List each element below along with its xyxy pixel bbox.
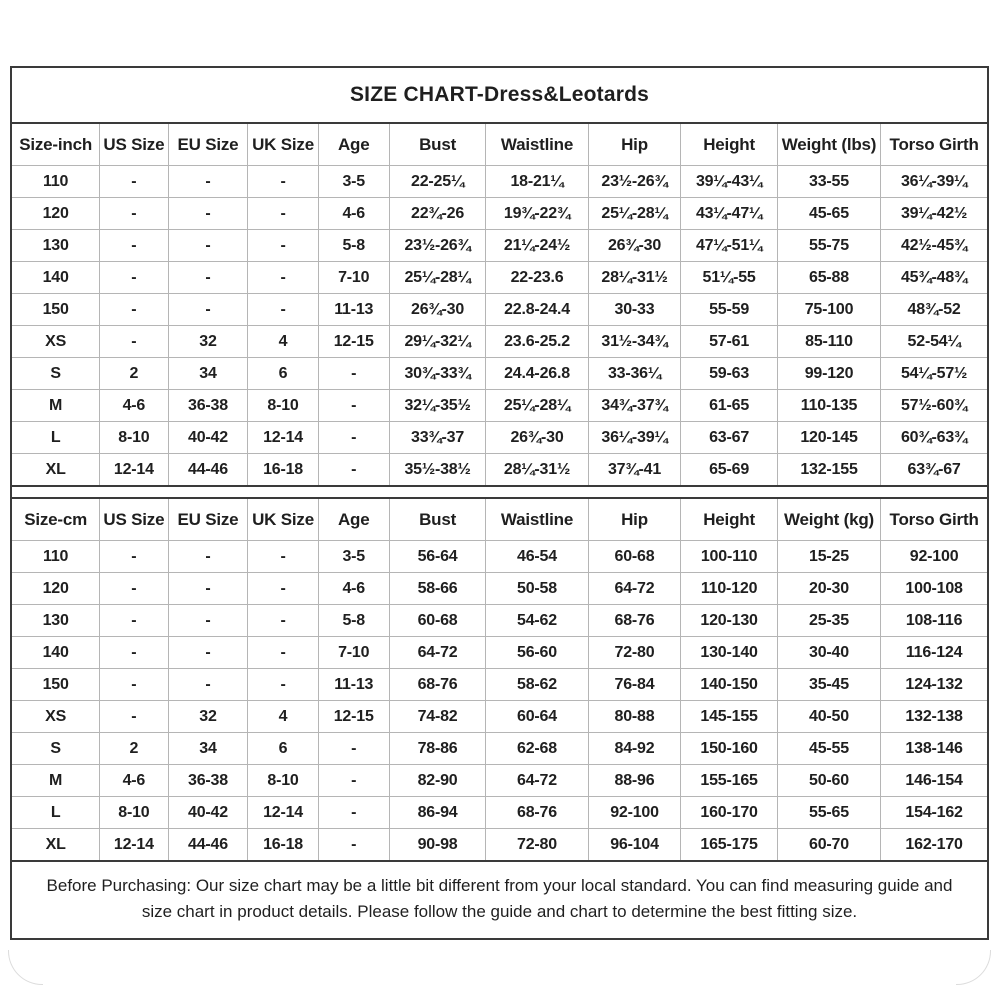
cell: 36-38 [168,765,248,797]
cell: - [248,669,318,701]
cell: 36¼-39¼ [588,422,681,454]
cell: S [12,733,100,765]
table-row [12,541,987,573]
cell: 165-175 [681,829,778,861]
table-row [12,358,987,390]
cell: 74-82 [389,701,486,733]
cell: - [100,541,168,573]
cell: 4-6 [100,390,168,422]
cell: 29¼-32¼ [389,326,486,358]
cell: 45¾-48¾ [881,262,987,294]
cell: - [248,166,318,198]
cell: 20-30 [777,573,880,605]
header-row [12,499,987,541]
cell: 32 [168,701,248,733]
cell: 62-68 [486,733,588,765]
cell: 24.4-26.8 [486,358,588,390]
cell: 50-60 [777,765,880,797]
table-row [12,166,987,198]
cell: 11-13 [318,294,389,326]
cell: 61-65 [681,390,778,422]
cell: 32¼-35½ [389,390,486,422]
table-row [12,390,987,422]
cell: 6 [248,733,318,765]
cell: 22.8-24.4 [486,294,588,326]
cell: - [318,358,389,390]
cell: - [100,230,168,262]
cell: 120 [12,198,100,230]
cell: 160-170 [681,797,778,829]
cell: 39¼-42½ [881,198,987,230]
table-row [12,294,987,326]
cell: 92-100 [588,797,681,829]
cell: - [168,637,248,669]
cell: 132-155 [777,454,880,486]
cell: 46-54 [486,541,588,573]
cell: 55-59 [681,294,778,326]
cell: 52-54¼ [881,326,987,358]
column-header: Torso Girth [881,124,987,166]
header-row [12,124,987,166]
table-row [12,262,987,294]
cell: 51¼-55 [681,262,778,294]
column-header: Weight (kg) [777,499,880,541]
column-header: Size-inch [12,124,100,166]
cell: 26¾-30 [588,230,681,262]
cell: - [248,573,318,605]
cell: - [168,198,248,230]
cell: - [168,230,248,262]
cell: 28¼-31½ [588,262,681,294]
table-row [12,669,987,701]
cell: 23.6-25.2 [486,326,588,358]
cell: 40-42 [168,422,248,454]
cell: 54¼-57½ [881,358,987,390]
card-corner-decoration [956,950,991,985]
cell: 4-6 [100,765,168,797]
cell: 40-42 [168,797,248,829]
table-row [12,733,987,765]
cell: 84-92 [588,733,681,765]
cell: 25¼-28¼ [588,198,681,230]
cell: 25-35 [777,605,880,637]
column-header: Waistline [486,499,588,541]
cell: 63-67 [681,422,778,454]
cell: - [100,198,168,230]
cell: - [248,230,318,262]
cell: 56-64 [389,541,486,573]
cell: 154-162 [881,797,987,829]
cell: 25¼-28¼ [389,262,486,294]
cell: 37¾-41 [588,454,681,486]
cell: M [12,765,100,797]
cell: 88-96 [588,765,681,797]
cell: 3-5 [318,541,389,573]
cell: 150-160 [681,733,778,765]
cell: 140 [12,637,100,669]
cell: 80-88 [588,701,681,733]
cell: 2 [100,358,168,390]
cell: 48¾-52 [881,294,987,326]
cell: 60¾-63¾ [881,422,987,454]
table-row [12,637,987,669]
cell: 23½-26¾ [588,166,681,198]
cell: 108-116 [881,605,987,637]
cell: 150 [12,669,100,701]
cell: 64-72 [486,765,588,797]
cell: 150 [12,294,100,326]
cell: - [318,390,389,422]
cell: 99-120 [777,358,880,390]
cell: 60-70 [777,829,880,861]
cell: 116-124 [881,637,987,669]
cell: - [100,573,168,605]
cell: 64-72 [389,637,486,669]
cell: 75-100 [777,294,880,326]
cell: - [168,166,248,198]
column-header: Hip [588,124,681,166]
cell: 110-120 [681,573,778,605]
column-header: Waistline [486,124,588,166]
table-divider [12,485,987,499]
cell: 8-10 [248,765,318,797]
cell: 45-55 [777,733,880,765]
cell: 54-62 [486,605,588,637]
cell: - [248,541,318,573]
cell: - [168,262,248,294]
cell: 12-14 [248,797,318,829]
cell: 130-140 [681,637,778,669]
cell: 140 [12,262,100,294]
cell: 35-45 [777,669,880,701]
cell: 26¾-30 [486,422,588,454]
column-header: Height [681,124,778,166]
cell: 19¾-22¾ [486,198,588,230]
cell: - [100,166,168,198]
cell: 86-94 [389,797,486,829]
cell: 5-8 [318,605,389,637]
cell: - [168,669,248,701]
cell: 145-155 [681,701,778,733]
cell: - [100,605,168,637]
cell: 130 [12,605,100,637]
cell: 12-14 [100,829,168,861]
cell: 59-63 [681,358,778,390]
cell: 8-10 [100,422,168,454]
cell: 90-98 [389,829,486,861]
cell: 26¾-30 [389,294,486,326]
cell: 55-65 [777,797,880,829]
cell: 130 [12,230,100,262]
cell: 55-75 [777,230,880,262]
cell: 32 [168,326,248,358]
cell: 68-76 [588,605,681,637]
column-header: Bust [389,124,486,166]
cell: 33¾-37 [389,422,486,454]
cell: 30¾-33¾ [389,358,486,390]
cell: 68-76 [486,797,588,829]
column-header: Age [318,499,389,541]
cell: 60-68 [389,605,486,637]
table-row [12,198,987,230]
cell: 7-10 [318,262,389,294]
purchase-note-line1: Before Purchasing: Our size chart may be a little bit different from your local standard. You can find measuring guide and [46,876,953,895]
cell: 44-46 [168,829,248,861]
table-row [12,422,987,454]
table-row [12,797,987,829]
cell: 110-135 [777,390,880,422]
table-row [12,573,987,605]
cell: 31½-34¾ [588,326,681,358]
cell: 64-72 [588,573,681,605]
cell: XS [12,326,100,358]
cell: 43¼-47¼ [681,198,778,230]
cell: 21¼-24½ [486,230,588,262]
cell: 39¼-43¼ [681,166,778,198]
cell: 76-84 [588,669,681,701]
cell: - [248,605,318,637]
cell: 36¼-39¼ [881,166,987,198]
cell: 96-104 [588,829,681,861]
cell: 6 [248,358,318,390]
table-row [12,829,987,861]
cell: - [100,637,168,669]
cell: XS [12,701,100,733]
size-table-inch [12,124,987,485]
cell: 22-25¼ [389,166,486,198]
cell: 16-18 [248,829,318,861]
cell: 56-60 [486,637,588,669]
cell: 34¾-37¾ [588,390,681,422]
cell: - [248,262,318,294]
cell: 100-108 [881,573,987,605]
page-title: SIZE CHART-Dress&Leotards [12,68,987,124]
cell: - [248,637,318,669]
cell: - [168,541,248,573]
column-header: Age [318,124,389,166]
cell: 23½-26¾ [389,230,486,262]
column-header: US Size [100,499,168,541]
cell: 120 [12,573,100,605]
cell: - [168,294,248,326]
cell: XL [12,829,100,861]
cell: 50-58 [486,573,588,605]
size-chart-card [10,66,989,940]
column-header: Size-cm [12,499,100,541]
cell: 85-110 [777,326,880,358]
cell: 138-146 [881,733,987,765]
cell: 57½-60¾ [881,390,987,422]
table-row [12,701,987,733]
cell: 34 [168,358,248,390]
cell: - [318,454,389,486]
cell: 92-100 [881,541,987,573]
cell: 162-170 [881,829,987,861]
cell: 146-154 [881,765,987,797]
cell: 12-15 [318,326,389,358]
cell: - [318,422,389,454]
cell: 47¼-51¼ [681,230,778,262]
cell: - [318,733,389,765]
cell: 8-10 [248,390,318,422]
column-header: US Size [100,124,168,166]
cell: 68-76 [389,669,486,701]
cell: 3-5 [318,166,389,198]
purchase-note-line2: size chart in product details. Please follow the guide and chart to determine the best fitting size. [141,902,858,922]
column-header: Torso Girth [881,499,987,541]
cell: 22-23.6 [486,262,588,294]
cell: 18-21¼ [486,166,588,198]
cell: - [100,669,168,701]
cell: 72-80 [588,637,681,669]
cell: 5-8 [318,230,389,262]
cell: 42½-45¾ [881,230,987,262]
cell: 110 [12,541,100,573]
column-header: UK Size [248,499,318,541]
cell: 124-132 [881,669,987,701]
column-header: Bust [389,499,486,541]
cell: 12-14 [248,422,318,454]
cell: - [248,198,318,230]
cell: 4-6 [318,198,389,230]
card-corner-decoration [8,950,43,985]
column-header: Height [681,499,778,541]
cell: 72-80 [486,829,588,861]
cell: 40-50 [777,701,880,733]
cell: 30-40 [777,637,880,669]
cell: 58-62 [486,669,588,701]
cell: 140-150 [681,669,778,701]
cell: 44-46 [168,454,248,486]
column-header: Hip [588,499,681,541]
cell: M [12,390,100,422]
cell: XL [12,454,100,486]
cell: 120-130 [681,605,778,637]
cell: L [12,422,100,454]
table-row [12,326,987,358]
cell: 36-38 [168,390,248,422]
cell: 60-64 [486,701,588,733]
cell: 120-145 [777,422,880,454]
cell: - [168,605,248,637]
column-header: EU Size [168,124,248,166]
cell: 34 [168,733,248,765]
cell: 28¼-31½ [486,454,588,486]
cell: 100-110 [681,541,778,573]
size-table-cm [12,499,987,860]
cell: - [100,262,168,294]
table-row [12,765,987,797]
column-header: EU Size [168,499,248,541]
table-row [12,230,987,262]
cell: S [12,358,100,390]
cell: 8-10 [100,797,168,829]
column-header: UK Size [248,124,318,166]
cell: 25¼-28¼ [486,390,588,422]
cell: 12-14 [100,454,168,486]
cell: 15-25 [777,541,880,573]
cell: 4 [248,326,318,358]
cell: 22¾-26 [389,198,486,230]
purchase-note [12,860,987,938]
cell: 45-65 [777,198,880,230]
cell: 65-88 [777,262,880,294]
cell: 4-6 [318,573,389,605]
cell: - [168,573,248,605]
cell: 35½-38½ [389,454,486,486]
cell: 33-36¼ [588,358,681,390]
cell: 60-68 [588,541,681,573]
cell: 63¾-67 [881,454,987,486]
cell: 16-18 [248,454,318,486]
cell: 2 [100,733,168,765]
cell: - [318,797,389,829]
cell: - [318,765,389,797]
cell: - [248,294,318,326]
column-header: Weight (lbs) [777,124,880,166]
table-row [12,454,987,486]
cell: - [100,701,168,733]
cell: 132-138 [881,701,987,733]
cell: 155-165 [681,765,778,797]
cell: 78-86 [389,733,486,765]
cell: L [12,797,100,829]
cell: 30-33 [588,294,681,326]
cell: - [318,829,389,861]
cell: 11-13 [318,669,389,701]
cell: 7-10 [318,637,389,669]
cell: 4 [248,701,318,733]
cell: - [100,294,168,326]
cell: 57-61 [681,326,778,358]
cell: 33-55 [777,166,880,198]
cell: 110 [12,166,100,198]
cell: 65-69 [681,454,778,486]
cell: 58-66 [389,573,486,605]
table-row [12,605,987,637]
cell: 82-90 [389,765,486,797]
cell: 12-15 [318,701,389,733]
cell: - [100,326,168,358]
